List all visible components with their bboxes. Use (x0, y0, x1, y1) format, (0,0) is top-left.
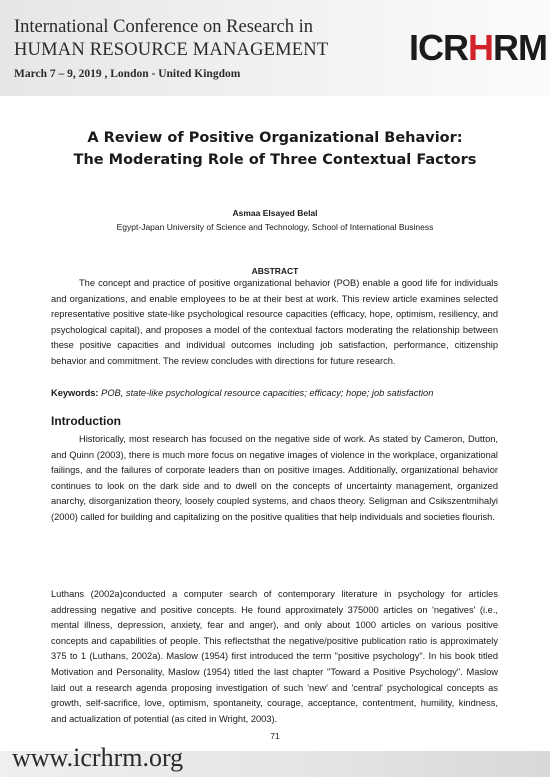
author-name: Asmaa Elsayed Belal (232, 208, 318, 218)
conference-name-line2: HUMAN RESOURCE MANAGEMENT (14, 40, 329, 60)
keywords-text: POB, state-like psychological resource capacities; efficacy; hope; job satisfaction (101, 388, 434, 398)
icrhrm-logo (409, 27, 547, 68)
page-number: 71 (270, 731, 280, 741)
author-affiliation: Egypt-Japan University of Science and Technology, School of International Business (116, 222, 434, 232)
abstract-text: The concept and practice of positive organizational behavior (POB) enable a good life for individuals and organizations, and enable employees to be at their best at work. This review article examines selected representative positive state-like psychological resource capacities (efficacy, hope, optimism, resiliency, and psychological capital), and proposes a model of the contextual factors moderating the relationship between these positive capacities and individual outcomes including job satisfaction, performance, citizenship behavior and commitment. The review concludes with directions for future research. (51, 278, 498, 366)
logo-text-rm: RM (493, 27, 547, 68)
footer-banner (0, 743, 550, 777)
logo-text-h: H (468, 27, 493, 68)
abstract-heading: ABSTRACT (251, 266, 299, 276)
paper-title-line2: The Moderating Role of Three Contextual Factors (73, 152, 477, 168)
keywords-label: Keywords: (51, 388, 99, 398)
logo-text-icr: ICR (409, 27, 468, 68)
introduction-paragraph-1: Historically, most research has focused on the negative side of work. As stated by Cameron, Dutton, and Quinn (2003), there is much more focus on negative images of violence in the workplace, organizational failings, and the failures of corporate leaders than on positive images. Additionally, organizational behavior continues to look on the dark side and to dwell on the concepts of uncertainty management, organized anarchy, disorganization theory, loosely coupled systems, and chaos theory. Seligman and Csikszentmihalyi (2000) called for building and capitalizing on the positive qualities that help individuals and societies flourish. (51, 434, 498, 522)
introduction-heading: Introduction (51, 414, 121, 428)
keywords-line (51, 386, 498, 402)
conference-date-location: March 7 – 9, 2019 , London - United Kingdom (14, 68, 241, 80)
website-url: www.icrhrm.org (12, 743, 184, 772)
conference-header (0, 0, 550, 96)
introduction-paragraph-2: Luthans (2002a)conducted a computer search of contemporary literature in psychology for articles addressing negative and positive concepts. He found approximately 375000 articles on 'negatives' (i.e., mental illness, depression, anxiety, fear and anger), and only about 1000 articles on various positive concepts and capabilities of people. This reflectsthat the negative/positive publication ratio is approximately 375 to 1 (Luthans, 2002a). Maslow (1954) first introduced the term "positive psychology". In his book titled Motivation and Personality, Maslow (1954) titled the last chapter "Toward a Positive Psychology". Maslow laid out a research agenda proposing investigation of such 'new' and 'central' psychological concepts as growth, self-sacrifice, love, optimism, spontaneity, courage, acceptance, contentment, humility, kindness, and actualization of potential (as cited in Wright, 2003). (51, 589, 498, 724)
conference-name-line1: International Conference on Research in (14, 17, 313, 37)
paper-title-line1: A Review of Positive Organizational Behavior: (87, 130, 463, 146)
